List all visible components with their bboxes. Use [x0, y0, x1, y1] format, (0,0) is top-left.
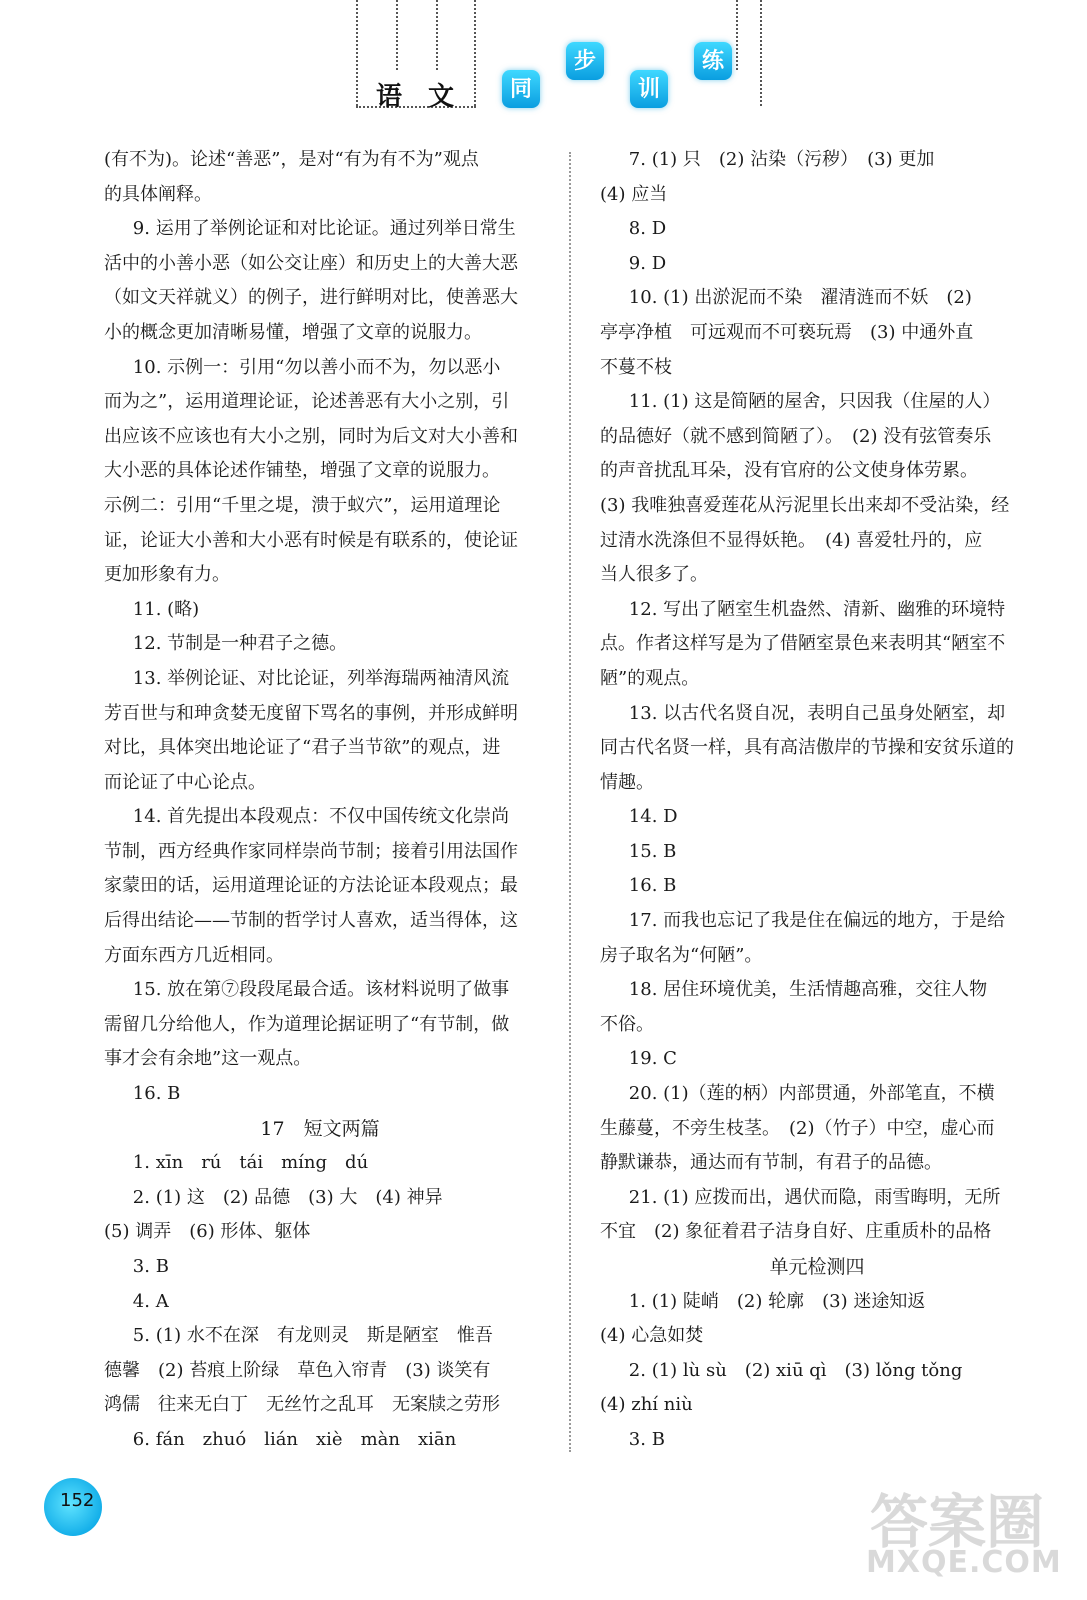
text-line: （如文天祥就义）的例子，进行鲜明对比，使善恶大	[104, 287, 518, 309]
text-line: 16. B	[132, 1083, 181, 1105]
text-line: 后得出结论——节制的哲学讨人喜欢，适当得体，这	[104, 910, 518, 932]
text-line: 不宜 (2) 象征着君子洁身自好、庄重质朴的品格	[600, 1221, 992, 1243]
watermark	[860, 1475, 1070, 1590]
text-line: 16. B	[628, 875, 677, 897]
text-line: 15. B	[628, 840, 677, 862]
watermark-url: MXQE.COM	[866, 1545, 1062, 1580]
badge-lian: 练	[694, 42, 732, 80]
text-line: (有不为)。论述“善恶”，是对“有为有不为”观点	[104, 149, 479, 170]
text-line: 4. A	[132, 1290, 169, 1312]
section-title: 单元检测四	[769, 1256, 865, 1278]
badge-bu: 步	[566, 42, 604, 80]
text-line: 20. (1)（莲的柄）内部贯通，外部笔直，不横	[628, 1083, 995, 1105]
text-line: 11. (略)	[132, 598, 200, 620]
text-line: 不蔓不枝	[600, 356, 672, 378]
text-line: 的具体阐释。	[104, 183, 212, 205]
text-line: 活中的小善小恶（如公交让座）和历史上的大善大恶	[104, 252, 518, 274]
text-line: 8. D	[628, 218, 667, 240]
text-line: 3. B	[628, 1428, 665, 1450]
text-line: 1. (1) 陡峭 (2) 轮廓 (3) 迷途知返	[628, 1290, 926, 1312]
header-dotted-line-mid2	[436, 0, 438, 70]
text-line: 静默谦恭，通达而有节制，有君子的品德。	[600, 1152, 942, 1174]
text-line: 10. 示例一：引用“勿以善小而不为，勿以恶小	[132, 356, 501, 378]
text-line: 19. C	[628, 1048, 677, 1070]
text-line: 同古代名贤一样，具有高洁傲岸的节操和安贫乐道的	[600, 737, 1014, 759]
text-line: 而论证了中心论点。	[104, 771, 266, 793]
text-line: 房子取名为“何陋”。	[600, 944, 763, 966]
text-line: 鸿儒 往来无白丁 无丝竹之乱耳 无案牍之劳形	[104, 1394, 500, 1416]
text-line: 情趣。	[600, 771, 654, 793]
page-number: 152	[60, 1490, 95, 1511]
text-line: 6. fán zhuó lián xiè màn xiān	[132, 1428, 457, 1450]
page-number-badge	[44, 1478, 102, 1536]
text-line: 亭亭净植 可远观而不可亵玩焉 (3) 中通外直	[600, 321, 974, 343]
text-line: 对比，具体突出地论证了“君子当节欲”的观点，进	[104, 737, 501, 759]
text-line: 15. 放在第⑦段段尾最合适。该材料说明了做事	[132, 979, 510, 1001]
badge-tong: 同	[502, 70, 540, 108]
badge-xun: 训	[630, 70, 668, 108]
text-line: 的品德好（就不感到简陋了）。 (2) 没有弦管奏乐	[600, 425, 992, 447]
text-line: 13. 举例论证、对比论证，列举海瑞两袖清风流	[132, 667, 510, 689]
subject-title: 语文	[376, 82, 481, 112]
right-column	[600, 143, 1034, 1458]
column-divider	[569, 152, 571, 1452]
text-line: 2. (1) lù sù (2) xiū qì (3) lǒng tǒng	[628, 1359, 963, 1381]
text-line: 芳百世与和珅贪婪无度留下骂名的事例，并形成鲜明	[104, 702, 518, 724]
text-line: 9. 运用了举例论证和对比论证。通过列举日常生	[132, 218, 516, 240]
text-line: 点。作者这样写是为了借陋室景色来表明其“陋室不	[600, 633, 1006, 655]
text-line: 家蒙田的话，运用道理论证的方法论证本段观点；最	[104, 875, 518, 897]
text-line: (4) 应当	[600, 183, 668, 205]
text-line: 事才会有余地”这一观点。	[104, 1048, 312, 1070]
text-line: 示例二：引用“千里之堤，溃于蚁穴”，运用道理论	[104, 494, 501, 516]
text-line: (3) 我唯独喜爱莲花从污泥里长出来却不受沾染，经	[600, 494, 1010, 516]
text-line: 2. (1) 这 (2) 品德 (3) 大 (4) 神异	[132, 1186, 443, 1208]
header-dotted-line-left	[356, 0, 358, 106]
text-line: 14. 首先提出本段观点：不仅中国传统文化崇尚	[132, 806, 510, 828]
text-line: 7. (1) 只 (2) 沾染（污秽） (3) 更加	[628, 149, 935, 170]
text-line: 21. (1) 应拨而出，遇伏而隐，雨雪晦明，无所	[628, 1186, 1001, 1208]
text-line: 3. B	[132, 1256, 169, 1277]
text-line: 的声音扰乱耳朵，没有官府的公文使身体劳累。	[600, 460, 978, 482]
text-line: 小的概念更加清晰易懂，增强了文章的说服力。	[104, 321, 482, 343]
text-line: 方面东西方几近相同。	[104, 944, 284, 966]
text-line: 证，论证大小善和大小恶有时候是有联系的，使论证	[104, 529, 518, 551]
text-line: 14. D	[628, 806, 678, 828]
text-line: 12. 节制是一种君子之德。	[132, 633, 348, 655]
left-column	[104, 143, 536, 1458]
text-line: 节制，西方经典作家同样崇尚节制；接着引用法国作	[104, 840, 518, 862]
text-line: 13. 以古代名贤自况，表明自己虽身处陋室，却	[628, 702, 1006, 724]
text-line: 不俗。	[600, 1013, 654, 1035]
text-line: 5. (1) 水不在深 有龙则灵 斯是陋室 惟吾	[132, 1325, 493, 1347]
text-line: 过清水洗涤但不显得妖艳。 (4) 喜爱牡丹的，应	[600, 529, 983, 551]
text-line: 12. 写出了陋室生机盎然、清新、幽雅的环境特	[628, 598, 1006, 620]
text-line: 德馨 (2) 苔痕上阶绿 草色入帘青 (3) 谈笑有	[104, 1359, 491, 1381]
text-line: 10. (1) 出淤泥而不染 濯清涟而不妖 (2)	[628, 287, 972, 309]
text-line: 17. 而我也忘记了我是住在偏远的地方，于是给	[628, 910, 1006, 932]
watermark-logo: 答案圈	[870, 1488, 1045, 1556]
text-line: 18. 居住环境优美，生活情趣高雅，交往人物	[628, 979, 988, 1001]
text-line: 需留几分给他人，作为道理论据证明了“有节制，做	[104, 1013, 510, 1035]
text-line: 当人很多了。	[600, 564, 708, 586]
text-line: 出应该不应该也有大小之别，同时为后文对大小善和	[104, 425, 518, 447]
text-line: 9. D	[628, 252, 667, 274]
text-line: 1. xīn rú tái míng dú	[132, 1152, 369, 1174]
section-title: 17 短文两篇	[260, 1117, 380, 1140]
header-dotted-line-mid	[396, 0, 398, 70]
text-line: (5) 调弄 (6) 形体、躯体	[104, 1221, 311, 1243]
text-line: (4) zhí niù	[600, 1394, 693, 1416]
text-line: 大小恶的具体论述作铺垫，增强了文章的说服力。	[104, 460, 500, 482]
text-line: (4) 心急如焚	[600, 1325, 704, 1347]
header-dotted-line-far-right	[760, 0, 762, 106]
text-line: 生藤蔓，不旁生枝茎。 (2)（竹子）中空，虚心而	[600, 1117, 995, 1139]
page-header	[0, 0, 1087, 140]
text-line: 而为之”，运用道理论证，论述善恶有大小之别，引	[104, 391, 510, 413]
text-line: 更加形象有力。	[104, 564, 230, 586]
text-line: 11. (1) 这是简陋的屋舍，只因我（住屋的人）	[628, 391, 1001, 413]
header-dotted-line-far-right2	[736, 0, 738, 70]
text-line: 陋”的观点。	[600, 667, 700, 689]
